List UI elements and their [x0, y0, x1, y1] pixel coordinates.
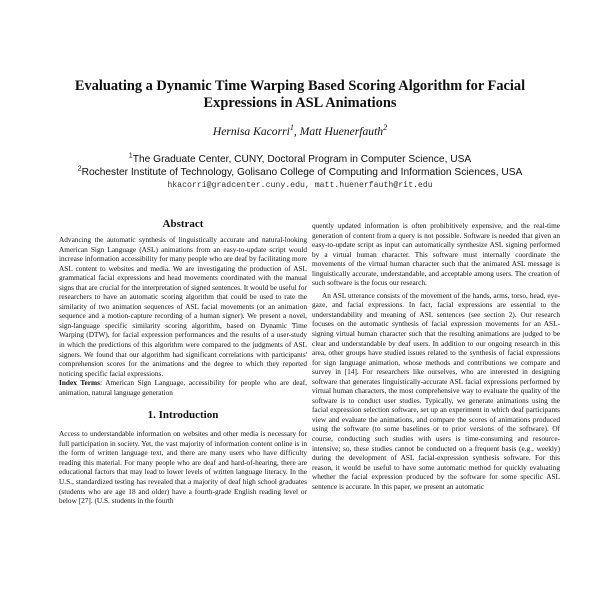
index-terms: [59, 378, 307, 397]
abstract-heading: Abstract: [162, 218, 204, 230]
left-column: [59, 217, 307, 506]
affiliation-line: [30, 166, 570, 179]
author-separator: ,: [293, 125, 300, 138]
body-paragraph: quently updated information is often prohibitively expensive, and the real-time generation of content from a query is not possible. Software is needed that given an easy-to-update script as input can automatically synthesize ASL signing performed by a virtual human character. This software must internally coordinate the movements of the virtual human character such that the animated ASL message is linguistically accurate, understandable, and acceptable among users. The creation of such software is the focus our research.: [312, 221, 560, 288]
author-emails: hkacorri@gradcenter.cuny.edu, matt.huenerfauth@rit.edu: [167, 181, 433, 190]
right-column: [312, 221, 560, 491]
author-name: Hernisa Kacorri: [212, 125, 290, 138]
author-list: [40, 125, 560, 139]
author-affiliation-marker: 1: [289, 123, 294, 133]
affiliation-text: The Graduate Center, CUNY, Doctoral Program in Computer Science, USA: [132, 154, 472, 165]
author-affiliation-marker: 2: [383, 123, 388, 133]
body-paragraph: An ASL utterance consists of the movement of the hands, arms, torso, head, eye-gaze, and facial expressions. In fact, facial expressions are essential to the understandability and meaning of ASL sentences (see section 2). Our research focuses on the automatic synthesis of facial expression movements for an ASL-signing virtual human character such that the resulting animations are judged to be clear and understandable by deaf users. In addition to our ongoing research in this area, other groups have studied issues related to the synthesis of facial expressions for sign language animation, whose methods and contributions we compare and survey in [14]. For researchers like ourselves, who are interested in designing software that generates linguistically-accurate ASL facial expressions performed by virtual human characters, the most comprehensive way to evaluate the quality of the software is to conduct user studies. Typically, we generate animations using the facial expression selection software, set up an experiment in which deaf participants view and evaluate the animations, and compare the scores of animations produced using the software (to some baselines or to prior versions of the software). Of course, conducting such studies with users is time-consuming and resource-intensive; so, these studies cannot be conducted on a frequent basis (e.g., weekly) during the development of ASL facial-expression synthesis software. For this reason, it would be useful to have some automatic method for quickly evaluating whether the facial expression produced by the software for some specific ASL sentence is accurate. In this paper, we present an automatic: [312, 290, 560, 491]
affiliation-text: Rochester Institute of Technology, Golisano College of Computing and Information Sciences, USA: [81, 167, 523, 178]
abstract-text: Advancing the automatic synthesis of linguistically accurate and natural-looking American Sign Language (ASL) animations from an easy-to-update script would increase information accessibility for many people who are deaf by facilitating more ASL content to websites and media. We are investigating the production of ASL grammatical facial expressions and head movements coordinated with the manual signs that are crucial for the interpretation of signed sentences. It would be useful for researchers to have an automatic scoring algorithm that could be used to rate the similarity of two animation sequences of ASL facial movements (or an animation sequence and a motion-capture recording of a human signer). We present a novel, sign-language specific similarity scoring algorithm, based on Dynamic Time Warping (DTW), for facial expression performances and the results of a user-study in which the predictions of this algorithm were compared to the judgments of ASL signers. We found that our algorithm had significant correlations with participants' comprehension scores for the animations and the degree to which they reported noticing specific facial expressions.: [59, 235, 307, 378]
introduction-text: Access to understandable information on websites and other media is necessary for full participation in society. Yet, the vast majority of information content online is in the form of written language text, and there are many users who have difficulty reading this material. For many people who are deaf and hard-of-hearing, there are educational factors that may lead to lower levels of written language literacy. In the U.S., standardized testing has revealed that a majority of deaf high school graduates (students who are age 18 and older) have a fourth-grade English reading level or below [27]. (U.S. students in the fourth: [59, 429, 307, 506]
index-terms-label: Index Terms: [59, 378, 100, 388]
affiliation-line: [30, 153, 570, 166]
paper-title: Evaluating a Dynamic Time Warping Based Scoring Algorithm for Facial Expressions in ASL Animations: [74, 78, 526, 111]
index-terms-text: : American Sign Language, accessibility for people who are deaf, animation, natural language generation: [59, 378, 307, 397]
affiliations: [30, 153, 570, 179]
author-name: Matt Huenerfauth: [299, 125, 384, 138]
affiliation-marker: 1: [128, 151, 133, 160]
introduction-heading: 1. Introduction: [147, 409, 219, 422]
affiliation-marker: 2: [77, 164, 82, 173]
